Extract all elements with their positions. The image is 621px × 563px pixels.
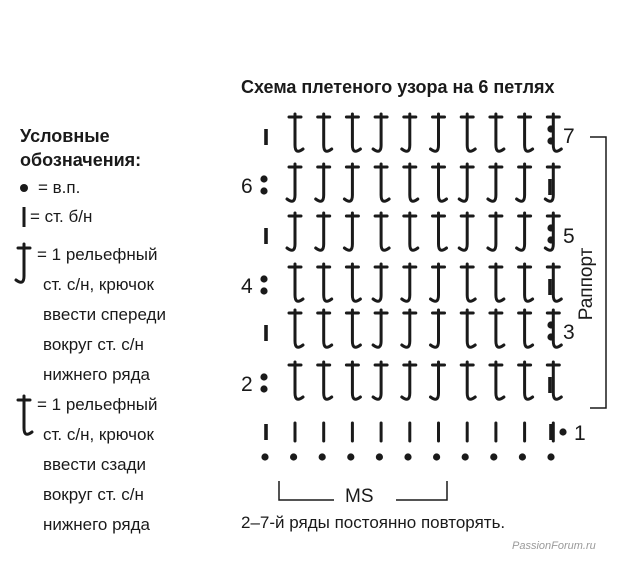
foundation-chain-dot [404,453,411,460]
back-post-dc-mark [490,114,504,151]
foundation-chain-dot [290,453,297,460]
row-number-4: 4 [241,275,253,298]
back-post-dc-mark [289,264,303,301]
front-post-dc-mark [402,264,416,301]
edge-stitch [549,424,553,440]
rapport-label: Раппорт [576,247,597,321]
foundation-chain-dot [319,453,326,460]
front-post-dc-mark [431,114,445,151]
turning-chain-dot [260,275,267,282]
row1-turning-chain-dot [559,428,566,435]
chart-title: Схема плетеного узора на 6 петлях [241,77,555,97]
legend-front-post-line-5: нижнего ряда [43,365,150,384]
back-post-dc-mark [346,114,360,151]
front-post-dc-mark [431,310,445,347]
legend-front-post-line-2: ст. с/н, крючок [43,275,154,294]
back-post-dc-mark [375,213,389,250]
front-post-dc-mark [517,213,531,250]
front-post-dc-mark [373,114,387,151]
back-post-dc-mark [461,114,475,151]
foundation-chain-dot [376,453,383,460]
front-post-dc-mark [373,310,387,347]
row-number-6: 6 [241,175,253,198]
front-post-dc-mark [517,164,531,201]
back-post-dc-mark [318,362,332,399]
edge-stitch [548,279,552,295]
edge-stitch [264,129,268,145]
back-post-dc-mark [318,310,332,347]
front-post-dc-mark [459,164,473,201]
front-post-dc-mark [316,164,330,201]
row-number-7: 7 [563,125,575,148]
legend-back-post-line-5: нижнего ряда [43,515,150,534]
back-post-dc-mark [433,164,447,201]
foundation-chain-dot [490,453,497,460]
row-number-5: 5 [563,225,575,248]
back-post-dc-mark [289,310,303,347]
back-post-dc-mark [289,114,303,151]
back-post-dc-mark [404,213,418,250]
legend-chain-label: = в.п. [38,178,81,197]
edge-stitch [264,228,268,244]
foundation-chain-dot [519,453,526,460]
back-post-dc-mark [490,362,504,399]
back-post-dc-mark [519,114,533,151]
front-post-dc-mark [488,164,502,201]
back-post-dc-mark [547,114,561,151]
watermark: PassionForum.ru [512,540,596,552]
front-post-dc-mark [545,213,559,250]
turning-chain-dot [260,287,267,294]
edge-stitch [548,377,552,393]
front-post-dc-mark [316,213,330,250]
edge-stitch [264,325,268,341]
back-post-dc-mark [519,362,533,399]
legend-heading-2: обозначения: [20,150,142,170]
back-post-dc-mark [404,164,418,201]
legend-back-post-line-2: ст. с/н, крючок [43,425,154,444]
front-post-dc-mark [402,362,416,399]
foundation-chain-dot [462,453,469,460]
foundation-chain-dot [261,453,268,460]
back-post-dc-mark [519,310,533,347]
front-post-dc-mark [488,213,502,250]
front-post-dc-mark [344,213,358,250]
legend-heading-1: Условные [20,126,110,146]
legend-front-post-line-3: ввести спереди [43,305,166,324]
turning-chain-dot [260,373,267,380]
front-post-dc-mark [431,264,445,301]
legend-single-crochet-label: = ст. б/н [30,207,93,226]
legend-front-post-line-1: = 1 рельефный [37,245,158,264]
front-post-dc-mark [344,164,358,201]
back-post-dc-mark [461,310,475,347]
foundation-chain-dot [547,453,554,460]
legend-front-post-line-4: вокруг ст. с/н [43,335,144,354]
back-post-dc-mark [461,362,475,399]
front-post-dc-mark [373,362,387,399]
front-post-dc-mark [402,310,416,347]
row-number-2: 2 [241,373,253,396]
legend-back-post-line-3: ввести сзади [43,455,146,474]
turning-chain-dot [260,187,267,194]
ms-label: MS [345,486,374,507]
back-post-dc-mark [547,310,561,347]
row-number-3: 3 [563,321,575,344]
back-post-dc-mark [318,264,332,301]
front-post-dc-mark [287,164,301,201]
back-post-dc-mark [346,264,360,301]
repeat-note: 2–7-й ряды постоянно повторять. [241,513,506,532]
edge-stitch [548,179,552,195]
back-post-dc-mark [433,213,447,250]
back-post-dc-mark [346,310,360,347]
back-post-dc-mark [375,164,389,201]
row-number-1: 1 [574,422,586,445]
back-post-dc-mark [318,114,332,151]
turning-chain-dot [260,175,267,182]
front-post-dc-mark [459,213,473,250]
front-post-dc-mark [373,264,387,301]
legend-back-post-line-1: = 1 рельефный [37,395,158,414]
foundation-chain-dot [433,453,440,460]
back-post-dc-mark [289,362,303,399]
foundation-chain-dot [347,453,354,460]
front-post-dc-mark [545,164,559,201]
back-post-dc-mark [490,310,504,347]
edge-stitch [264,424,268,440]
back-post-dc-mark [519,264,533,301]
front-post-dc-mark [431,362,445,399]
front-post-dc-mark [287,213,301,250]
back-post-dc-mark [346,362,360,399]
back-post-dc-mark [490,264,504,301]
back-post-dc-mark [461,264,475,301]
front-post-dc-mark [402,114,416,151]
turning-chain-dot [260,385,267,392]
legend-back-post-line-4: вокруг ст. с/н [43,485,144,504]
